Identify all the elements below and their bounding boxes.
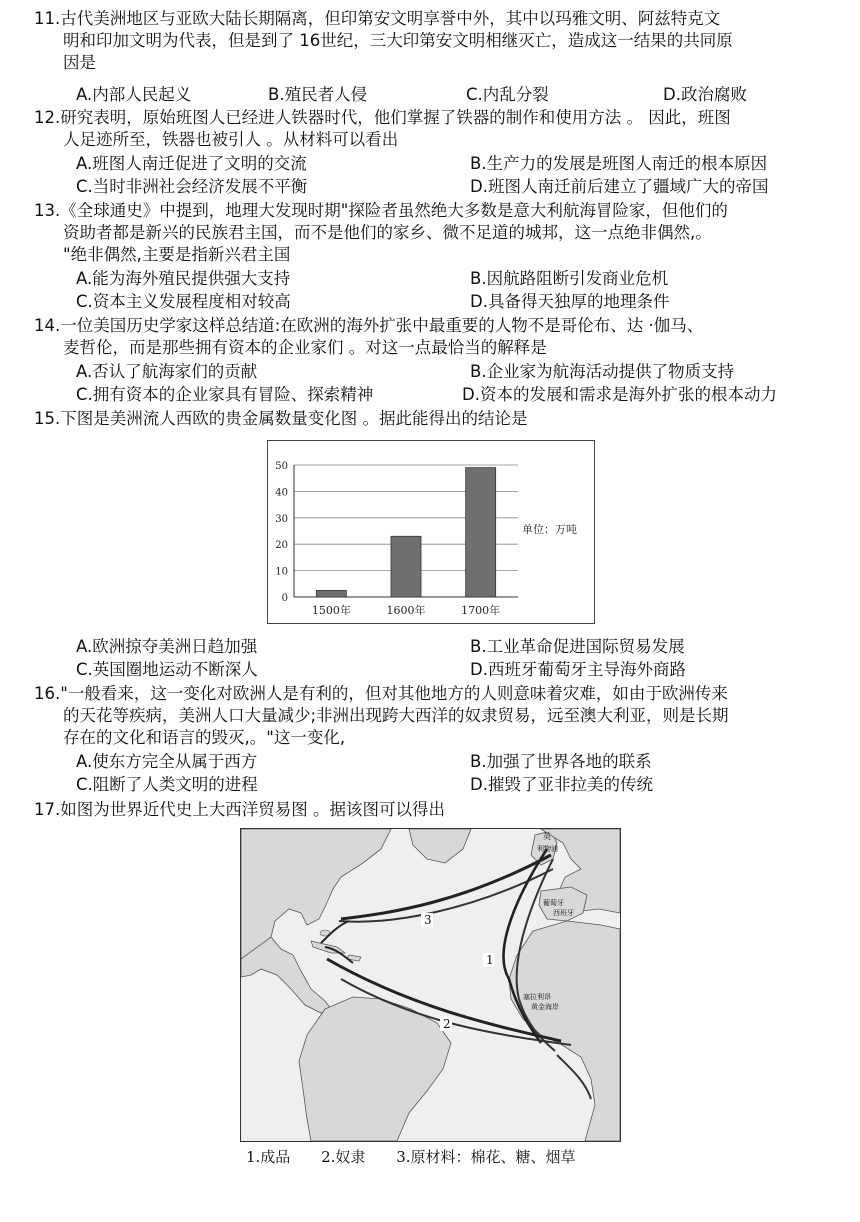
q12-option-c[interactable]: C.当时非洲社会经济发展不平衡 <box>76 177 308 196</box>
q12-line-2: 人足迹所至，铁器也被引人 。从材料可以看出 <box>63 130 399 149</box>
q14-option-c[interactable]: C.拥有资本的企业家具有冒险、探索精神 <box>76 385 374 404</box>
place-label-gold-coast: 黄金海岸 <box>531 1003 559 1011</box>
map-svg <box>241 829 620 1141</box>
y-tick-label: 30 <box>275 513 288 525</box>
route-3-label: 3 <box>424 913 432 927</box>
q15-option-c[interactable]: C.英国圈地运动不断深人 <box>76 660 258 679</box>
atlantic-trade-map <box>240 828 621 1142</box>
q12-option-a[interactable]: A.班图人南迁促进了文明的交流 <box>76 154 307 173</box>
bar-1500年 <box>316 590 346 597</box>
q11-option-a[interactable]: A.内部人民起义 <box>76 85 192 104</box>
x-tick-label: 1700年 <box>461 604 501 617</box>
q16-option-d[interactable]: D.摧毁了亚非拉美的传统 <box>470 775 653 794</box>
x-tick-label: 1600年 <box>386 604 426 617</box>
q15-line-1: 15.下图是美洲流人西欧的贵金属数量变化图 。据此能得出的结论是 <box>34 409 528 428</box>
q15-option-d[interactable]: D.西班牙葡萄牙主导海外商路 <box>470 660 686 679</box>
y-tick-label: 40 <box>275 487 288 499</box>
q13-option-c[interactable]: C.资本主义发展程度相对较高 <box>76 292 291 311</box>
route-1-label: 1 <box>486 953 494 967</box>
q11-option-b[interactable]: B.殖民者人侵 <box>268 85 368 104</box>
bar-chart-svg <box>268 441 594 623</box>
y-tick-label: 20 <box>275 540 288 552</box>
place-label-liverpool: 利物浦 <box>537 845 558 853</box>
q16-line-3: 存在的文化和语言的毁灭,。"这一变化, <box>63 728 346 747</box>
legend-item-finished-goods: 1.成品 <box>246 1148 291 1166</box>
q14-line-1: 14.一位美国历史学家这样总结道:在欧洲的海外扩张中最重要的人物不是哥伦布、达 ·伽马、 <box>34 316 704 335</box>
x-tick-label: 1500年 <box>311 604 351 617</box>
q13-line-2: 资助者都是新兴的民族君主国，而不是他们的家乡、微不足道的城邦，这一点绝非偶然,。 <box>63 223 712 242</box>
q16-option-a[interactable]: A.使东方完全从属于西方 <box>76 752 258 771</box>
q13-option-d[interactable]: D.具备得天独厚的地理条件 <box>470 292 670 311</box>
place-label-sierra-leone: 塞拉利昂 <box>523 993 551 1001</box>
q11-option-d[interactable]: D.政治腐败 <box>663 85 747 104</box>
q11-line-3: 因是 <box>63 53 96 72</box>
q15-option-a[interactable]: A.欧洲掠夺美洲日趋加强 <box>76 637 258 656</box>
y-tick-label: 10 <box>275 566 288 578</box>
y-tick-label: 50 <box>275 461 288 472</box>
q13-option-b[interactable]: B.因航路阻断引发商业危机 <box>470 269 669 288</box>
q11-option-c[interactable]: C.内乱分裂 <box>466 85 549 104</box>
q14-line-2: 麦哲伦，而是那些拥有资本的企业家们 。对这一点最恰当的解释是 <box>63 338 547 357</box>
q11-line-1: 11.古代美洲地区与亚欧大陆长期隔离，但印第安文明享誉中外，其中以玛雅文明、阿兹特克文 <box>34 9 721 28</box>
precious-metal-chart <box>267 440 595 624</box>
q11-line-2: 明和印加文明为代表，但是到了 16世纪，三大印第安文明相继灭亡，造成这一结果的共同原 <box>63 31 733 50</box>
bar-1700年 <box>466 468 496 597</box>
route-2-label: 2 <box>443 1017 451 1031</box>
q14-option-b[interactable]: B.企业家为航海活动提供了物质支持 <box>470 362 735 381</box>
q13-line-1: 13.《全球通史》中提到，地理大发现时期"探险者虽然绝大多数是意大利航海冒险家，但他们的 <box>34 201 728 220</box>
map-legend <box>246 1146 602 1168</box>
q15-option-b[interactable]: B.工业革命促进国际贸易发展 <box>470 637 685 656</box>
place-label-spain: 西班牙 <box>553 909 574 917</box>
q12-option-d[interactable]: D.班图人南迁前后建立了疆域广大的帝国 <box>470 177 769 196</box>
legend-item-slaves: 2.奴隶 <box>321 1148 366 1166</box>
place-label-england: 英 <box>543 832 551 841</box>
q16-option-b[interactable]: B.加强了世界各地的联系 <box>470 752 652 771</box>
q13-option-a[interactable]: A.能为海外殖民提供强大支持 <box>76 269 291 288</box>
q12-line-1: 12.研究表明，原始班图人已经进人铁器时代，他们掌握了铁器的制作和使用方法 。 因此，班图 <box>34 108 731 127</box>
q16-line-2: 的天花等疾病，美洲人口大量减少;非洲出现跨大西洋的奴隶贸易，远至澳大利亚，则是长期 <box>63 706 729 725</box>
q17-line-1: 17.如图为世界近代史上大西洋贸易图 。据该图可以得出 <box>34 800 445 819</box>
unit-annotation: 单位：万吨 <box>522 523 577 536</box>
bar-1600年 <box>391 536 421 597</box>
q12-option-b[interactable]: B.生产力的发展是班图人南迁的根本原因 <box>470 154 768 173</box>
place-label-portugal: 葡萄牙 <box>543 899 564 907</box>
y-tick-label: 0 <box>281 593 288 604</box>
q16-option-c[interactable]: C.阻断了人类文明的进程 <box>76 775 258 794</box>
q14-option-a[interactable]: A.否认了航海家们的贡献 <box>76 362 258 381</box>
q13-line-3: "绝非偶然,主要是指新兴君主国 <box>63 245 291 264</box>
legend-item-raw-materials: 3.原材料：棉花、糖、烟草 <box>396 1148 576 1166</box>
q16-line-1: 16."一般看来，这一变化对欧洲人是有利的，但对其他地方的人则意味着灾难，如由于欧洲传来 <box>34 684 728 703</box>
q14-option-d[interactable]: D.资本的发展和需求是海外扩张的根本动力 <box>462 385 777 404</box>
